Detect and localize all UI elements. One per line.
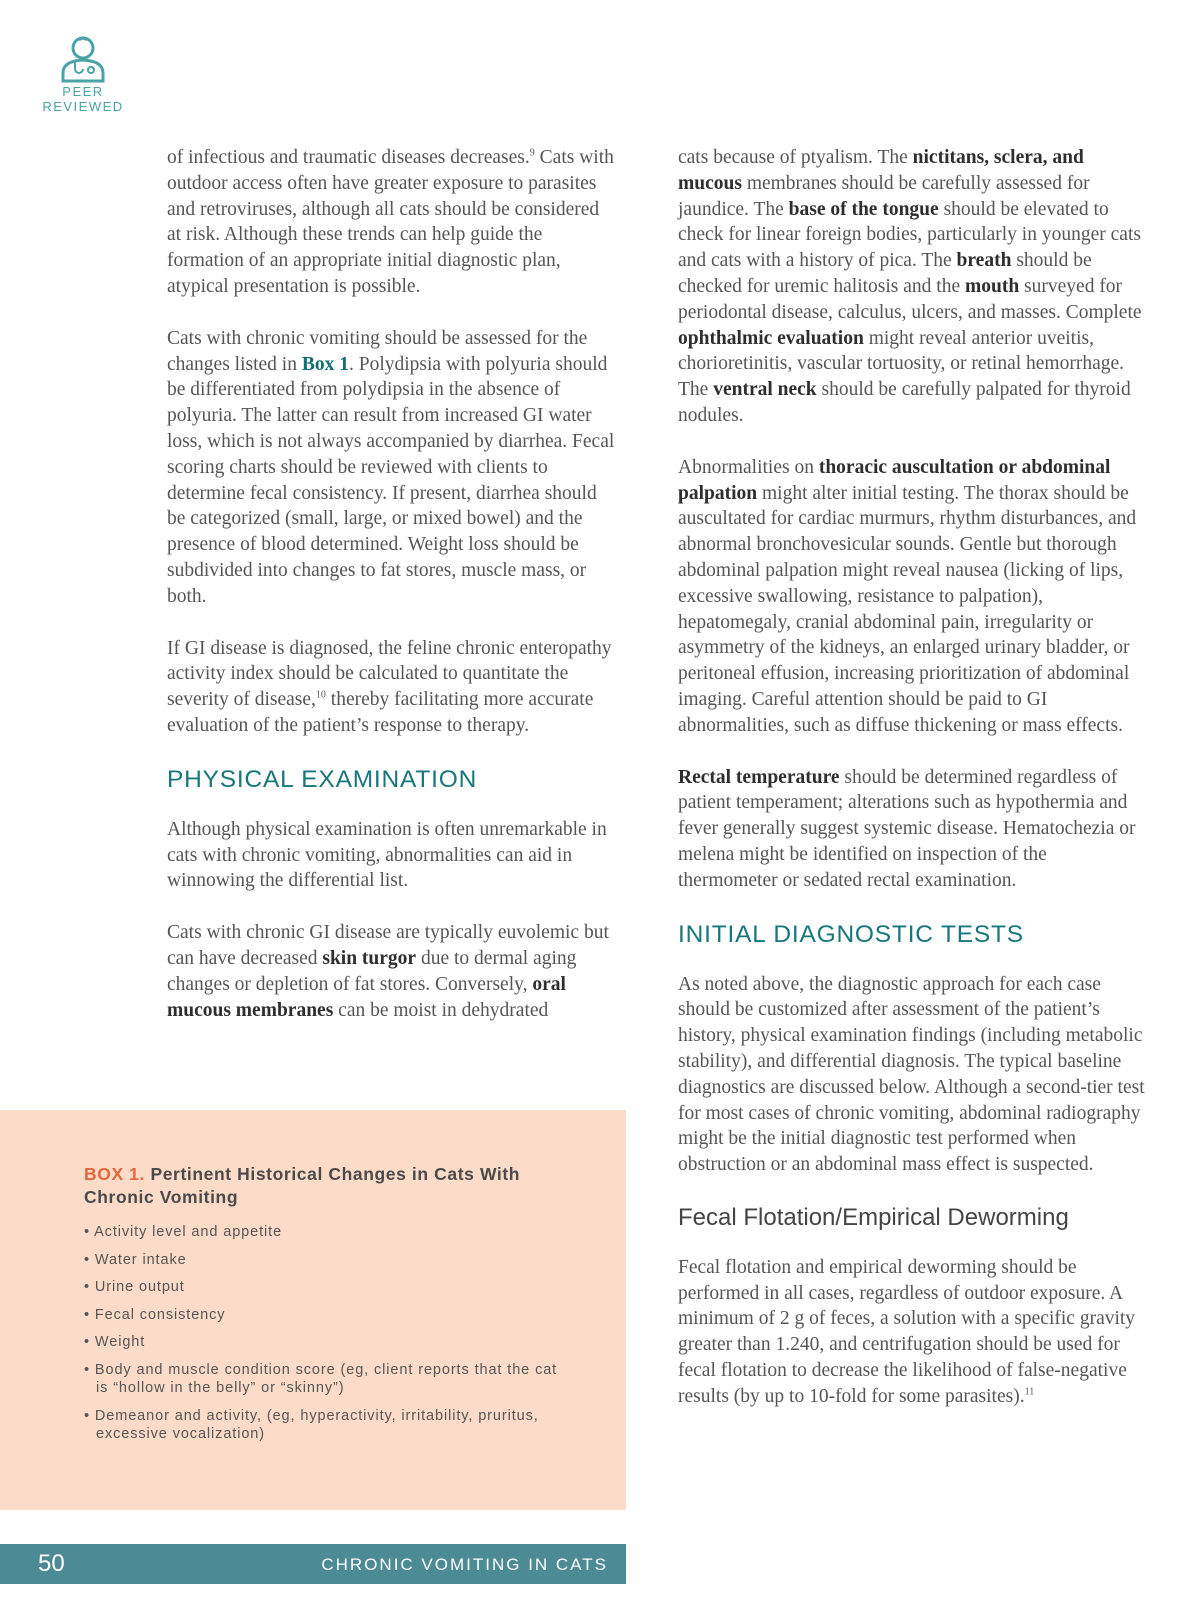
reference[interactable]: 10 bbox=[315, 689, 326, 701]
right-column bbox=[678, 145, 1148, 1436]
box-1-sidebar bbox=[0, 1110, 626, 1510]
badge-line-1: PEER bbox=[62, 84, 104, 99]
peer-reviewed-badge bbox=[30, 34, 136, 114]
list-item: • Weight bbox=[84, 1334, 146, 1350]
paragraph: cats because of ptyalism. The nictitans, sclera, and mucous membranes should be carefully assessed for jaundice. The base of the tongue should be elevated to check for linear foreign bodies, particularly in younger cats and cats with a history of pica. The breath should be checked for uremic halitosis and the mouth surveyed for periodontal disease, calculus, ulcers, and masses. Complete ophthalmic evaluation might reveal anterior uveitis, chorioretinitis, vascular tortuosity, or retinal hemorrhage. The ventral neck should be carefully palpated for thyroid nodules. bbox=[678, 147, 1142, 426]
paragraph: If GI disease is diagnosed, the feline chronic enteropathy activity index should be calculated to quantitate the severity of disease,$^{10}$ thereby facilitating more accurate evaluation of the patient’s response to therapy. bbox=[167, 637, 612, 736]
list-item: • Urine output bbox=[84, 1279, 185, 1295]
footer-bar bbox=[0, 1544, 626, 1584]
running-title: CHRONIC VOMITING IN CATS bbox=[321, 1555, 608, 1574]
subheading-fecal-flotation: Fecal Flotation/Empirical Deworming bbox=[678, 1203, 1069, 1231]
box-title: BOX 1. Pertinent Historical Changes in Cats With Chronic Vomiting bbox=[84, 1164, 521, 1207]
left-column bbox=[167, 145, 617, 1049]
paragraph: Fecal flotation and empirical deworming should be performed in all cases, regardless of outdoor exposure. A minimum of 2 g of feces, a solution with a specific gravity greater than 1.240, and centrifugation should be used for fecal flotation to decrease the likelihood of false-negative results (by up to 10-fold for some parasites).$^{11}$ bbox=[678, 1256, 1136, 1407]
section-heading-physical-examination: PHYSICAL EXAMINATION bbox=[167, 765, 478, 793]
list-item: • Activity level and appetite bbox=[84, 1224, 283, 1240]
paragraph: Rectal temperature should be determined regardless of patient temperament; alterations such as hypothermia and fever generally suggest systemic disease. Hematochezia or melena might be identified on inspection of the thermometer or sedated rectal examination. bbox=[678, 766, 1136, 891]
paragraph: Abnormalities on thoracic auscultation or abdominal palpation might alter initial testing. The thorax should be auscultated for cardiac murmurs, rhythm disturbances, and abnormal bronchovesicular sounds. Gentle but thorough abdominal palpation might reveal nausea (licking of lips, excessive swallowing, resistance to palpation), hepatomegaly, cranial abdominal pain, irregularity or asymmetry of the kidneys, an enlarged urinary bladder, or peritoneal effusion, increasing prioritization of abdominal imaging. Careful attention should be paid to GI abnormalities, such as diffuse thickening or mass effects. bbox=[678, 456, 1137, 736]
box-list bbox=[84, 1223, 564, 1444]
section-heading-initial-diagnostic-tests: INITIAL DIAGNOSTIC TESTS bbox=[678, 920, 1024, 948]
box-1-link[interactable]: Box 1 bbox=[301, 353, 349, 375]
doctor-icon bbox=[57, 34, 109, 84]
list-item: • Fecal consistency bbox=[84, 1306, 226, 1323]
list-item: • Demeanor and activity, (eg, hyperactivity, irritability, pruritus, excessive vocalization) bbox=[84, 1407, 539, 1442]
list-item: • Body and muscle condition score (eg, client reports that the cat is “hollow in the belly” or “skinny”) bbox=[84, 1361, 558, 1396]
badge-line-2: REVIEWED bbox=[42, 99, 124, 114]
paragraph: Although physical examination is often unremarkable in cats with chronic vomiting, abnormalities can aid in winnowing the differential list. bbox=[167, 818, 607, 892]
box-label: BOX 1. bbox=[84, 1164, 145, 1184]
paragraph: Cats with chronic vomiting should be assessed for the changes listed in Box 1. Polydipsia with polyuria should be differentiated from polydipsia in the absence of polyuria. The latter can result from increased GI water loss, which is not always accompanied by diarrhea. Fecal scoring charts should be reviewed with clients to determine fecal consistency. If present, diarrhea should be categorized (small, large, or mixed bowel) and the presence of blood determined. Weight loss should be subdivided into changes to fat stores, muscle mass, or both. bbox=[167, 327, 615, 607]
reference[interactable]: 11 bbox=[1024, 1386, 1035, 1398]
paragraph: Cats with chronic GI disease are typically euvolemic but can have decreased skin turgor due to dermal aging changes or depletion of fat stores. Conversely, oral mucous membranes can be moist in dehydrated bbox=[167, 922, 609, 1021]
reference[interactable]: 9 bbox=[529, 147, 535, 159]
list-item: • Water intake bbox=[84, 1251, 187, 1268]
paragraph: of infectious and traumatic diseases decreases.$^9$ Cats with outdoor access often have greater exposure to parasites and retroviruses, although all cats should be considered at risk. Although these trends can help guide the formation of an appropriate initial diagnostic plan, atypical presentation is possible. bbox=[167, 147, 614, 297]
page-number: 50 bbox=[38, 1550, 65, 1577]
paragraph: As noted above, the diagnostic approach for each case should be customized after assessment of the patient’s history, physical examination findings (including metabolic stability), and differential diagnosis. The typical baseline diagnostics are discussed below. Although a second-tier test for most cases of chronic vomiting, abdominal radiography might be the initial diagnostic test performed when obstruction or an abdominal mass effect is suspected. bbox=[678, 973, 1145, 1176]
